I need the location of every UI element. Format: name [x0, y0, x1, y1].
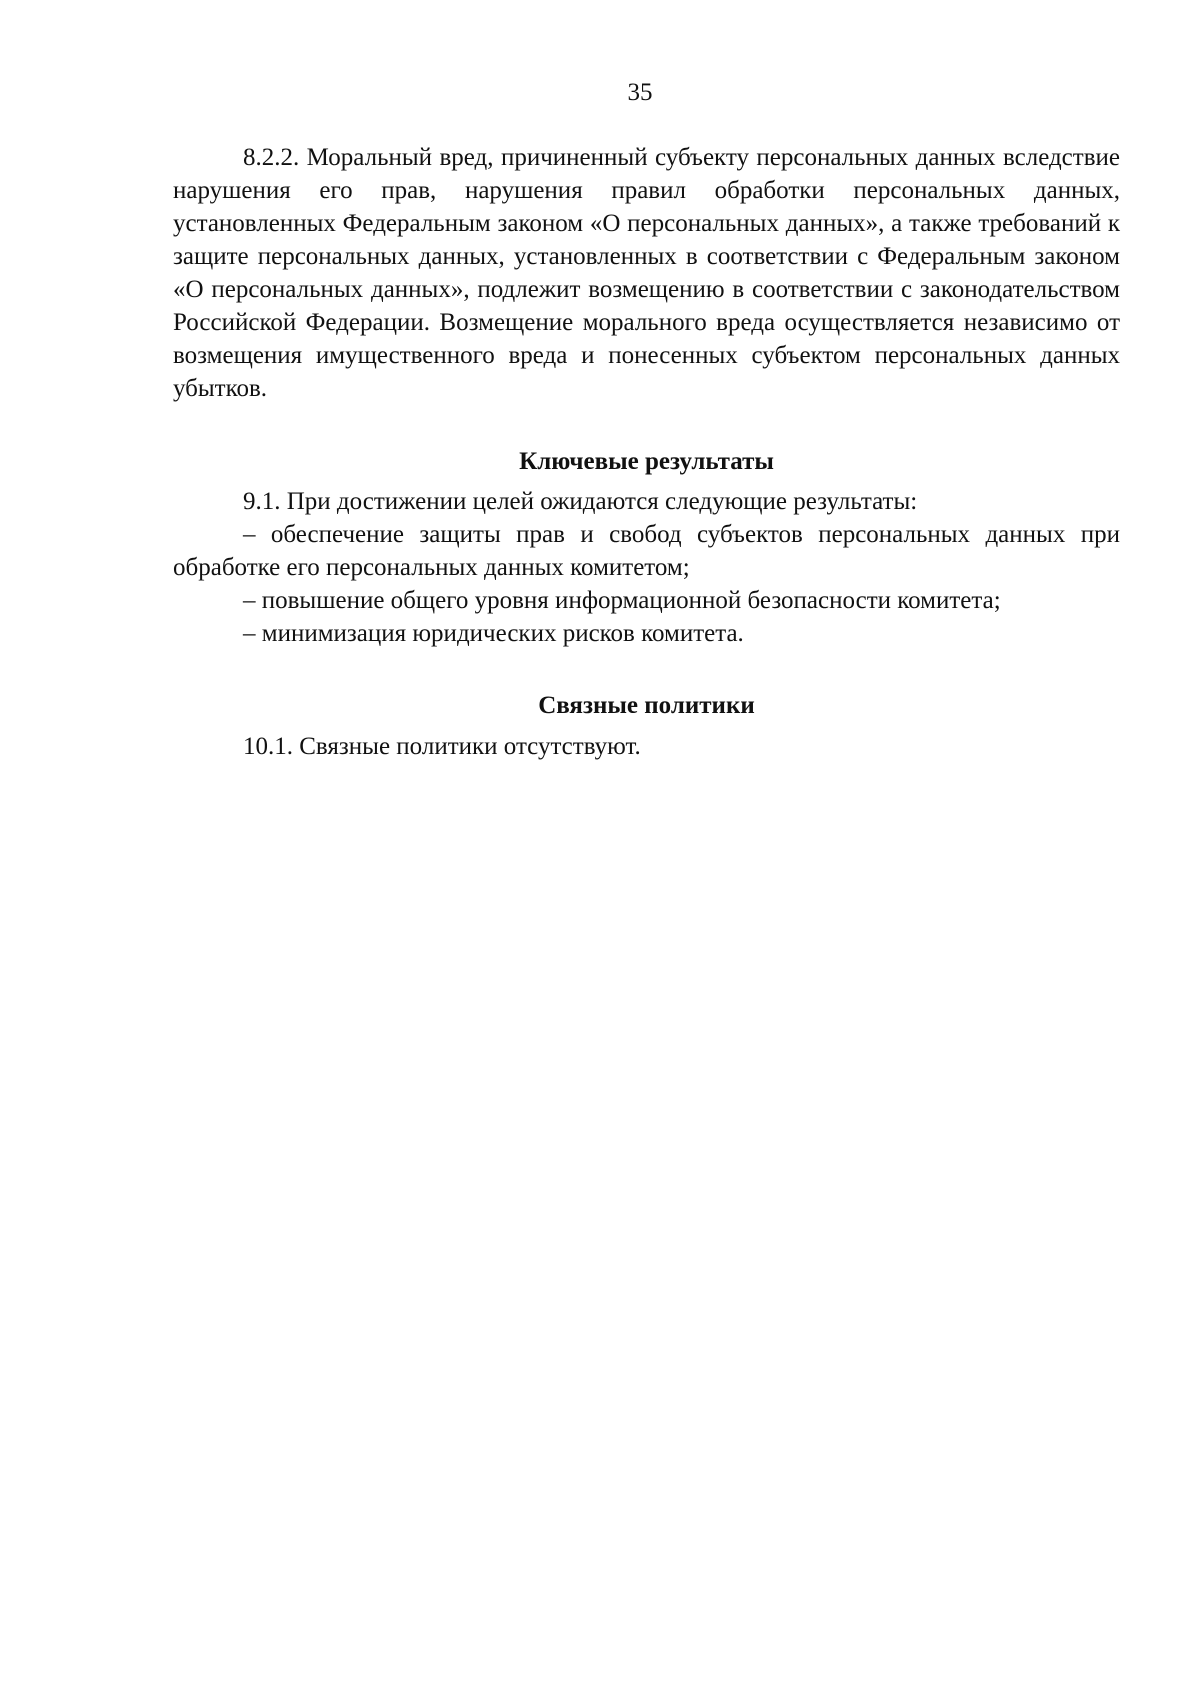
paragraph-8-2-2: 8.2.2. Моральный вред, причиненный субъекту персональных данных вследствие нарушения его прав, нарушения правил обработки персональных данных, установленных Федеральным законом «О персональных данных», а также требований к защите персональных данных, установленных в соответствии с Федеральным законом «О персональных данных», подлежит возмещению в соответствии с законодательством Российской Федерации. Возмещение морального вреда осуществляется независимо от возмещения имущественного вреда и понесенных субъектом персональных данных убытков.	[173, 144, 1120, 402]
list-item: – минимизация юридических рисков комитета.	[243, 620, 744, 647]
heading-key-results: Ключевые результаты	[519, 448, 774, 475]
list-item: – обеспечение защиты прав и свобод субъектов персональных данных при обработке его персональных данных комитетом;	[173, 521, 1120, 581]
paragraph-9-1: 9.1. При достижении целей ожидаются следующие результаты:	[243, 488, 918, 515]
heading-related-policies: Связные политики	[538, 692, 755, 719]
document-body	[173, 141, 1120, 763]
paragraph-10-1: 10.1. Связные политики отсутствуют.	[243, 733, 641, 760]
page-number: 35	[627, 79, 653, 106]
list-item: – повышение общего уровня информационной безопасности комитета;	[243, 587, 1001, 614]
